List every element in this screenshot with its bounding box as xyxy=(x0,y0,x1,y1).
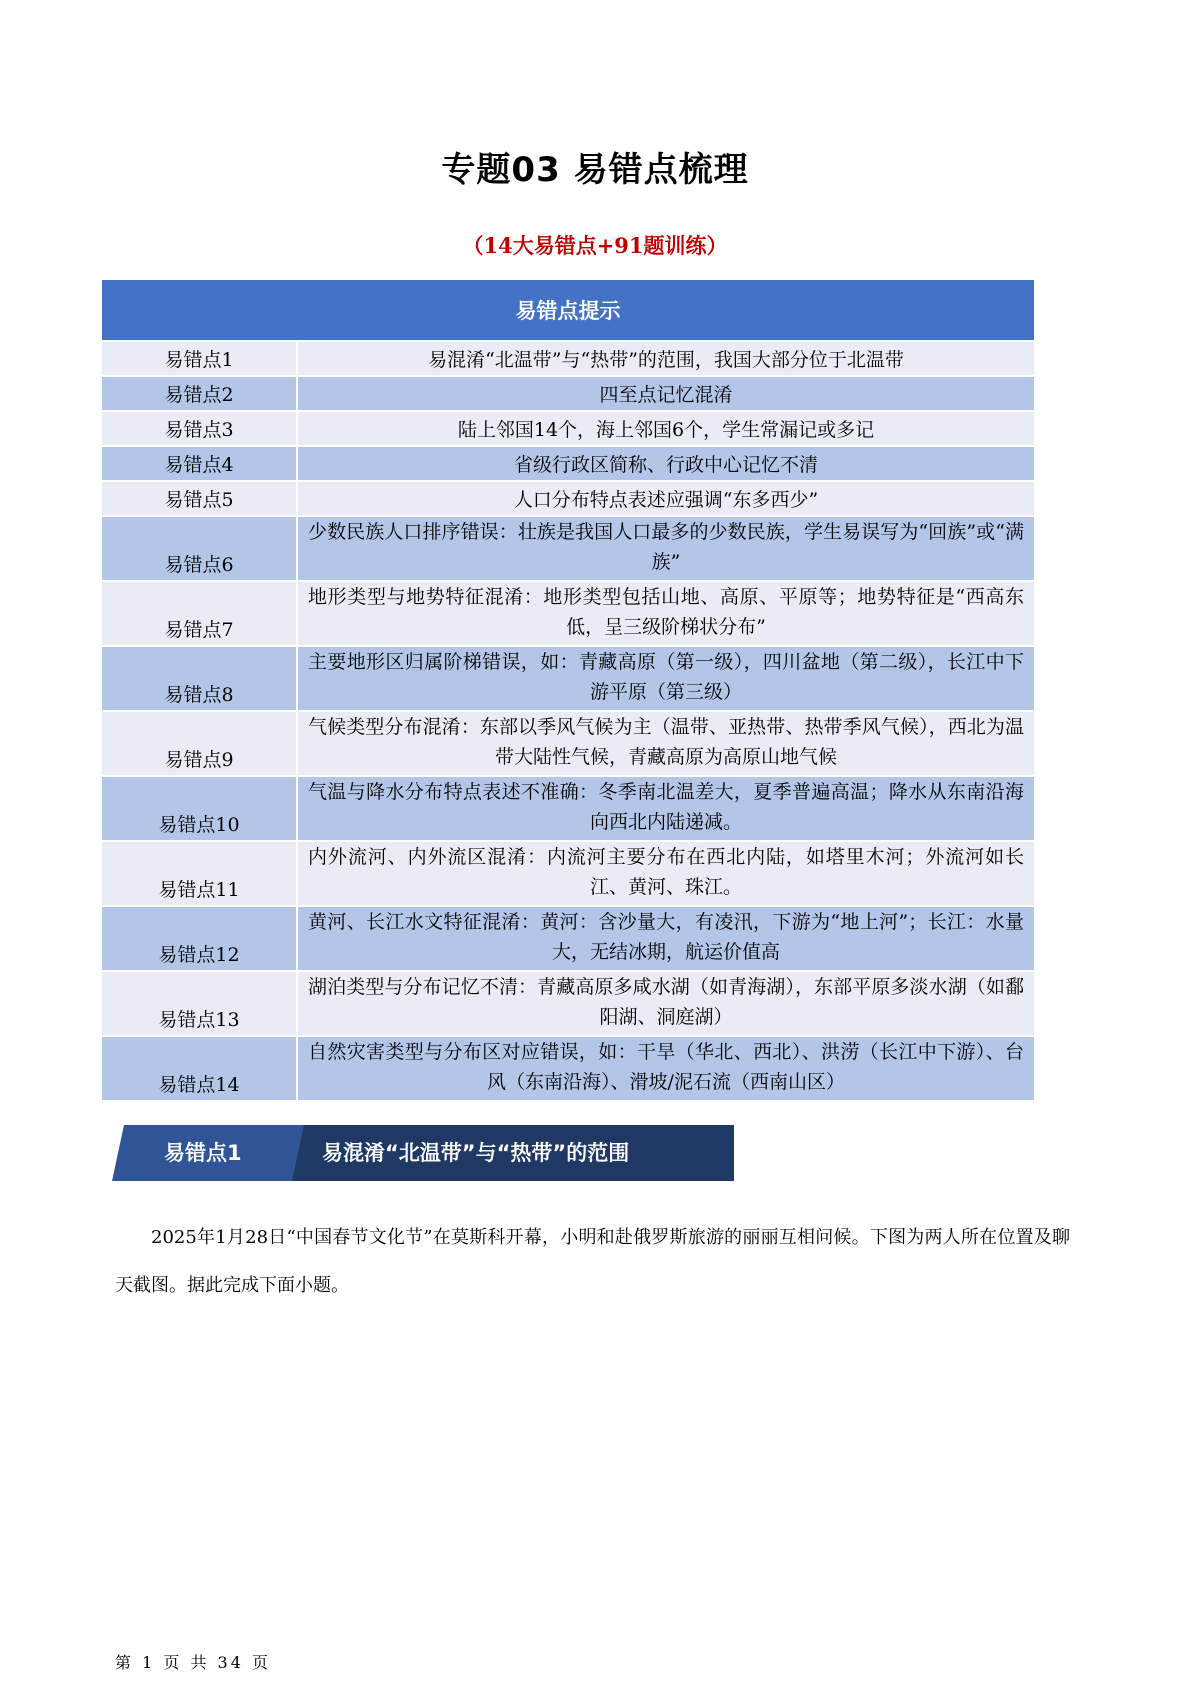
tip-number: 易错点10 xyxy=(101,776,297,841)
table-row xyxy=(101,581,1035,646)
tips-table xyxy=(100,278,1036,1102)
tip-number: 易错点6 xyxy=(101,516,297,581)
tip-number: 易错点3 xyxy=(101,411,297,446)
tip-number: 易错点8 xyxy=(101,646,297,711)
tip-description: 黄河、长江水文特征混淆：黄河：含沙量大，有凌汛，下游为“地上河”；长江：水量大，无结冰期，航运价值高 xyxy=(297,906,1035,971)
table-row xyxy=(101,906,1035,971)
tip-number: 易错点9 xyxy=(101,711,297,776)
question-intro-paragraph: 2025年1月28日“中国春节文化节”在莫斯科开幕，小明和赴俄罗斯旅游的丽丽互相问候。下图为两人所在位置及聊天截图。据此完成下面小题。 xyxy=(115,1227,1070,1296)
tip-description: 内外流河、内外流区混淆：内流河主要分布在西北内陆，如塔里木河；外流河如长江、黄河、珠江。 xyxy=(297,841,1035,906)
table-row xyxy=(101,446,1035,481)
tip-description: 气候类型分布混淆：东部以季风气候为主（温带、亚热带、热带季风气候），西北为温带大陆性气候，青藏高原为高原山地气候 xyxy=(297,711,1035,776)
section-label: 易错点1 xyxy=(164,1141,242,1165)
tip-number: 易错点7 xyxy=(101,581,297,646)
section-banner xyxy=(112,1125,734,1181)
table-row xyxy=(101,341,1035,376)
tip-description: 地形类型与地势特征混淆：地形类型包括山地、高原、平原等；地势特征是“西高东低，呈三级阶梯状分布” xyxy=(297,581,1035,646)
tip-number: 易错点13 xyxy=(101,971,297,1036)
tip-number: 易错点5 xyxy=(101,481,297,516)
tip-number: 易错点12 xyxy=(101,906,297,971)
tip-number: 易错点1 xyxy=(101,341,297,376)
table-row xyxy=(101,411,1035,446)
table-row xyxy=(101,971,1035,1036)
table-row xyxy=(101,776,1035,841)
table-header: 易错点提示 xyxy=(101,279,1035,341)
tip-description: 少数民族人口排序错误：壮族是我国人口最多的少数民族，学生易误写为“回族”或“满族” xyxy=(297,516,1035,581)
tip-description: 易混淆“北温带”与“热带”的范围，我国大部分位于北温带 xyxy=(297,341,1035,376)
tip-number: 易错点4 xyxy=(101,446,297,481)
tip-description: 省级行政区简称、行政中心记忆不清 xyxy=(297,446,1035,481)
table-row xyxy=(101,516,1035,581)
table-row xyxy=(101,1036,1035,1101)
table-header-row xyxy=(101,279,1035,341)
table-row xyxy=(101,711,1035,776)
page-title: 专题03 易错点梳理 xyxy=(441,150,749,190)
table-row xyxy=(101,841,1035,906)
tip-description: 四至点记忆混淆 xyxy=(297,376,1035,411)
tip-number: 易错点11 xyxy=(101,841,297,906)
page-footer: 第 1 页 共 34 页 xyxy=(115,1653,271,1672)
tip-number: 易错点2 xyxy=(101,376,297,411)
tip-description: 自然灾害类型与分布区对应错误，如：干旱（华北、西北）、洪涝（长江中下游）、台风（东南沿海）、滑坡/泥石流（西南山区） xyxy=(297,1036,1035,1101)
section-title: 易混淆“北温带”与“热带”的范围 xyxy=(322,1141,630,1165)
table-row xyxy=(101,481,1035,516)
tip-description: 气温与降水分布特点表述不准确：冬季南北温差大，夏季普遍高温；降水从东南沿海向西北内陆递减。 xyxy=(297,776,1035,841)
tip-description: 人口分布特点表述应强调“东多西少” xyxy=(297,481,1035,516)
tip-description: 湖泊类型与分布记忆不清：青藏高原多咸水湖（如青海湖），东部平原多淡水湖（如鄱阳湖、洞庭湖） xyxy=(297,971,1035,1036)
page-subtitle: （14大易错点+91题训练） xyxy=(462,233,728,258)
table-row xyxy=(101,376,1035,411)
tip-description: 主要地形区归属阶梯错误，如：青藏高原（第一级），四川盆地（第二级），长江中下游平原（第三级） xyxy=(297,646,1035,711)
tip-description: 陆上邻国14个，海上邻国6个，学生常漏记或多记 xyxy=(297,411,1035,446)
tip-number: 易错点14 xyxy=(101,1036,297,1101)
table-row xyxy=(101,646,1035,711)
